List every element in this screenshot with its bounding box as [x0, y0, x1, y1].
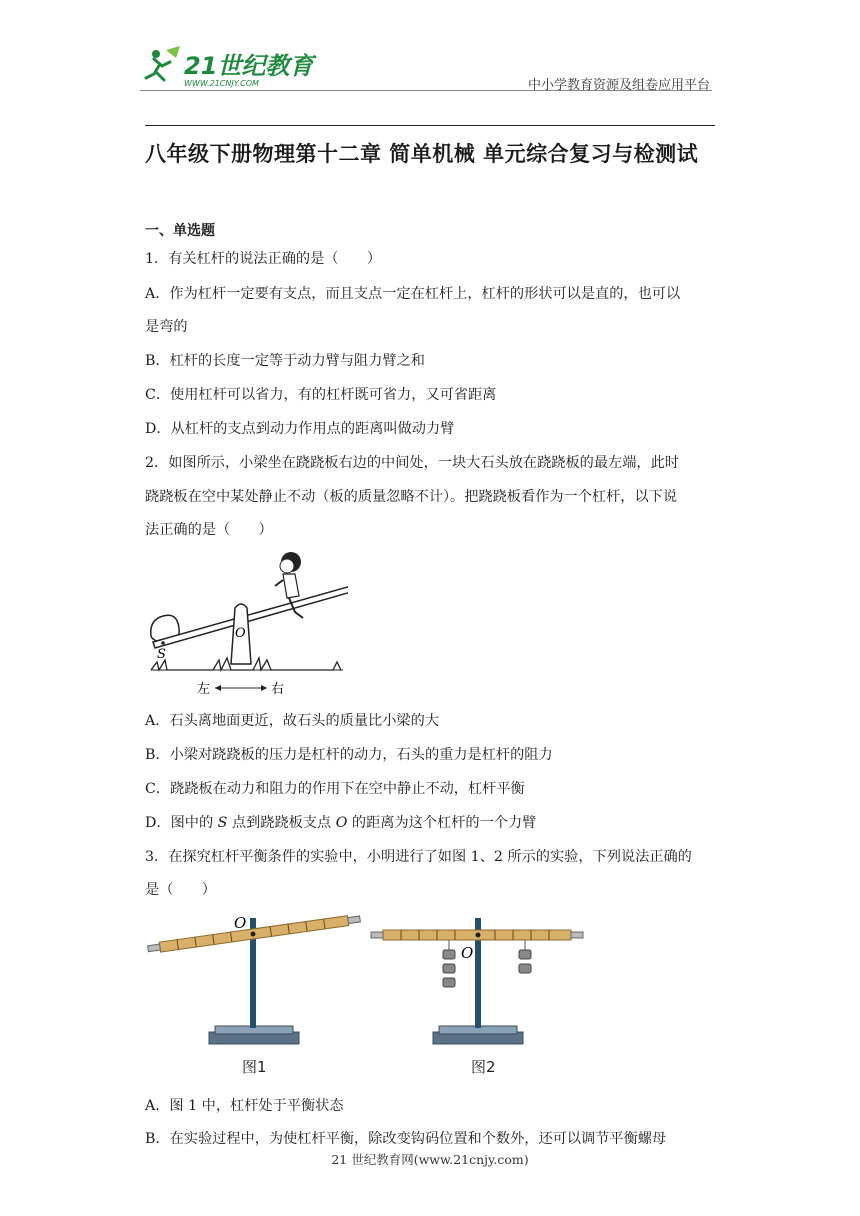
fig1-caption: 图1	[242, 1058, 267, 1076]
q2-option-a: A．石头离地面更近，故石头的质量比小梁的大	[145, 713, 439, 729]
section-heading: 一、单选题	[145, 223, 215, 239]
logo-url: WWW.21CNJY.COM	[184, 79, 259, 88]
q2-option-d: D．图中的 S 点到跷跷板支点 O 的距离为这个杠杆的一个力臂	[145, 815, 537, 831]
label-s: S	[157, 647, 166, 662]
q1-option-b: B．杠杆的长度一定等于动力臂与阻力臂之和	[145, 353, 425, 369]
var-o: O	[335, 815, 348, 831]
q1-option-d: D．从杠杆的支点到动力作用点的距离叫做动力臂	[145, 421, 455, 437]
figure-2-balanced-lever	[371, 918, 583, 1044]
q1-option-c: C．使用杠杆可以省力，有的杠杆既可省力，又可省距离	[145, 387, 497, 403]
q2-stem-3: 法正确的是（ ）	[145, 522, 273, 538]
var-s: S	[217, 815, 228, 831]
q1-option-a-cont: 是弯的	[145, 319, 188, 335]
page-footer: 21 世纪教育网(www.21cnjy.com)	[331, 1152, 529, 1167]
q3-stem-1: 3．在探究杠杆平衡条件的实验中，小明进行了如图 1、2 所示的实验，下列说法正确的	[145, 849, 692, 865]
q1-stem: 1．有关杠杆的说法正确的是（ ）	[145, 251, 382, 267]
q3-option-a: A．图 1 中，杠杆处于平衡状态	[145, 1098, 344, 1114]
q2-stem-1: 2．如图所示，小梁坐在跷跷板右边的中间处，一块大石头放在跷跷板的最左端，此时	[145, 455, 679, 471]
title-divider	[145, 125, 715, 126]
q2-stem-2: 跷跷板在空中某处静止不动（板的质量忽略不计）。把跷跷板看作为一个杠杆，以下说	[145, 489, 678, 505]
q3-stem-2: 是（ ）	[145, 882, 216, 898]
point-s-marker	[161, 641, 165, 645]
q2-option-b: B．小梁对跷跷板的压力是杠杆的动力，石头的重力是杠杆的阻力	[145, 747, 553, 763]
left-weights	[443, 940, 455, 987]
q2-option-c: C．跷跷板在动力和阻力的作用下在空中静止不动，杠杆平衡	[145, 781, 525, 797]
label-left: 左	[197, 682, 211, 697]
right-weights	[519, 940, 531, 973]
label-o: O	[235, 626, 246, 641]
runner-icon	[146, 46, 180, 80]
fig2-caption: 图2	[471, 1058, 496, 1076]
logo-text: 21世纪教育	[184, 52, 314, 80]
q3-option-b: B．在实验过程中，为使杠杆平衡，除改变钩码位置和个数外，还可以调节平衡螺母	[145, 1131, 667, 1147]
platform-label: 中小学教育资源及组卷应用平台	[527, 78, 710, 93]
q1-option-a: A．作为杠杆一定要有支点，而且支点一定在杠杆上，杠杆的形状可以是直的，也可以	[145, 286, 681, 302]
lever-experiment-figure	[143, 906, 593, 1082]
site-logo	[140, 44, 320, 92]
fig2-label-o: O	[461, 944, 474, 962]
fig1-label-o: O	[234, 914, 247, 932]
header-divider	[140, 90, 712, 91]
label-right: 右	[271, 682, 285, 697]
seesaw-figure	[143, 546, 348, 698]
document-title: 八年级下册物理第十二章 简单机械 单元综合复习与检测试	[145, 142, 699, 166]
seesaw-board	[153, 586, 348, 648]
figure-1-tilted-lever	[147, 914, 360, 1044]
